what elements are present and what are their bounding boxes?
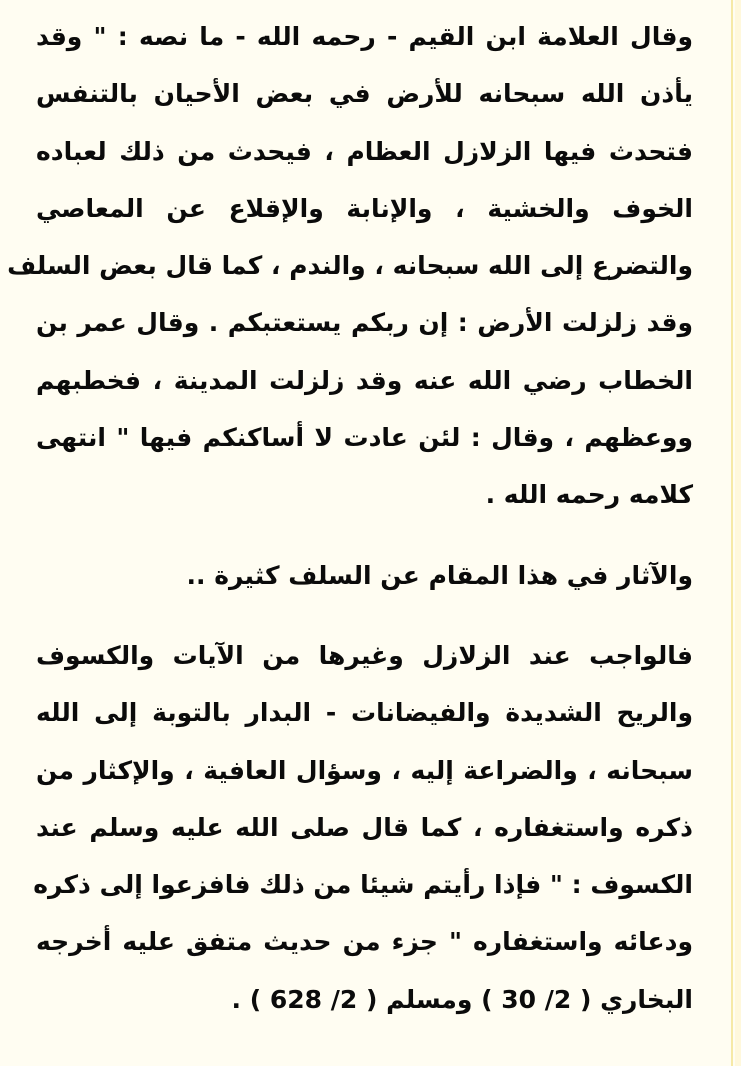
text-line: وقال العلامة ابن القيم - رحمه الله - ما نصه : " وقد (36, 22, 693, 51)
text-line: والآثار في هذا المقام عن السلف كثيرة .. (186, 560, 693, 590)
text-line: والتضرع إلى الله سبحانه ، والندم ، كما قال بعض السلف (7, 251, 693, 281)
text-line: ووعظهم ، وقال : لئن عادت لا أساكنكم فيها " انتهى (36, 423, 693, 453)
text-line: يأذن الله سبحانه للأرض في بعض الأحيان بالتنفس (36, 79, 693, 109)
document-body (7, 8, 693, 1028)
text-line: فالواجب عند الزلازل وغيرها من الآيات والكسوف (36, 640, 693, 670)
page-edge-line (731, 0, 733, 1066)
text-line: وقد زلزلت الأرض : إن ربكم يستعتبكم . وقال عمر بن (36, 308, 693, 338)
text-line: سبحانه ، والضراعة إليه ، وسؤال العافية ، والإكثار من (36, 755, 693, 785)
text-line: الكسوف : " فإذا رأيتم شيئا من ذلك فافزعوا إلى ذكره (33, 870, 693, 900)
paragraph-gap (36, 524, 693, 547)
text-line: الخطاب رضي الله عنه وقد زلزلت المدينة ، فخطبهم (36, 365, 693, 395)
paragraph-gap (36, 604, 693, 627)
text-line: فتحدث فيها الزلازل العظام ، فيحدث من ذلك لعباده (36, 136, 693, 166)
text-line: والريح الشديدة والفيضانات - البدار بالتوبة إلى الله (36, 698, 693, 728)
paragraph-salaf-traditions (36, 547, 693, 604)
text-line: ذكره واستغفاره ، كما قال صلى الله عليه وسلم عند (36, 812, 693, 842)
text-line: ودعائه واستغفاره " جزء من حديث متفق عليه أخرجه (36, 927, 693, 957)
text-line: البخاري ( 2/ 30 ) ومسلم ( 2/ 628 ) . (231, 984, 693, 1014)
paragraph-ibn-alqayyim-quote (7, 8, 693, 524)
text-line: الخوف والخشية ، والإنابة والإقلاع عن المعاصي (36, 193, 693, 223)
text-line: كلامه رحمه الله . (485, 480, 693, 510)
paragraph-obligation (33, 627, 693, 1028)
